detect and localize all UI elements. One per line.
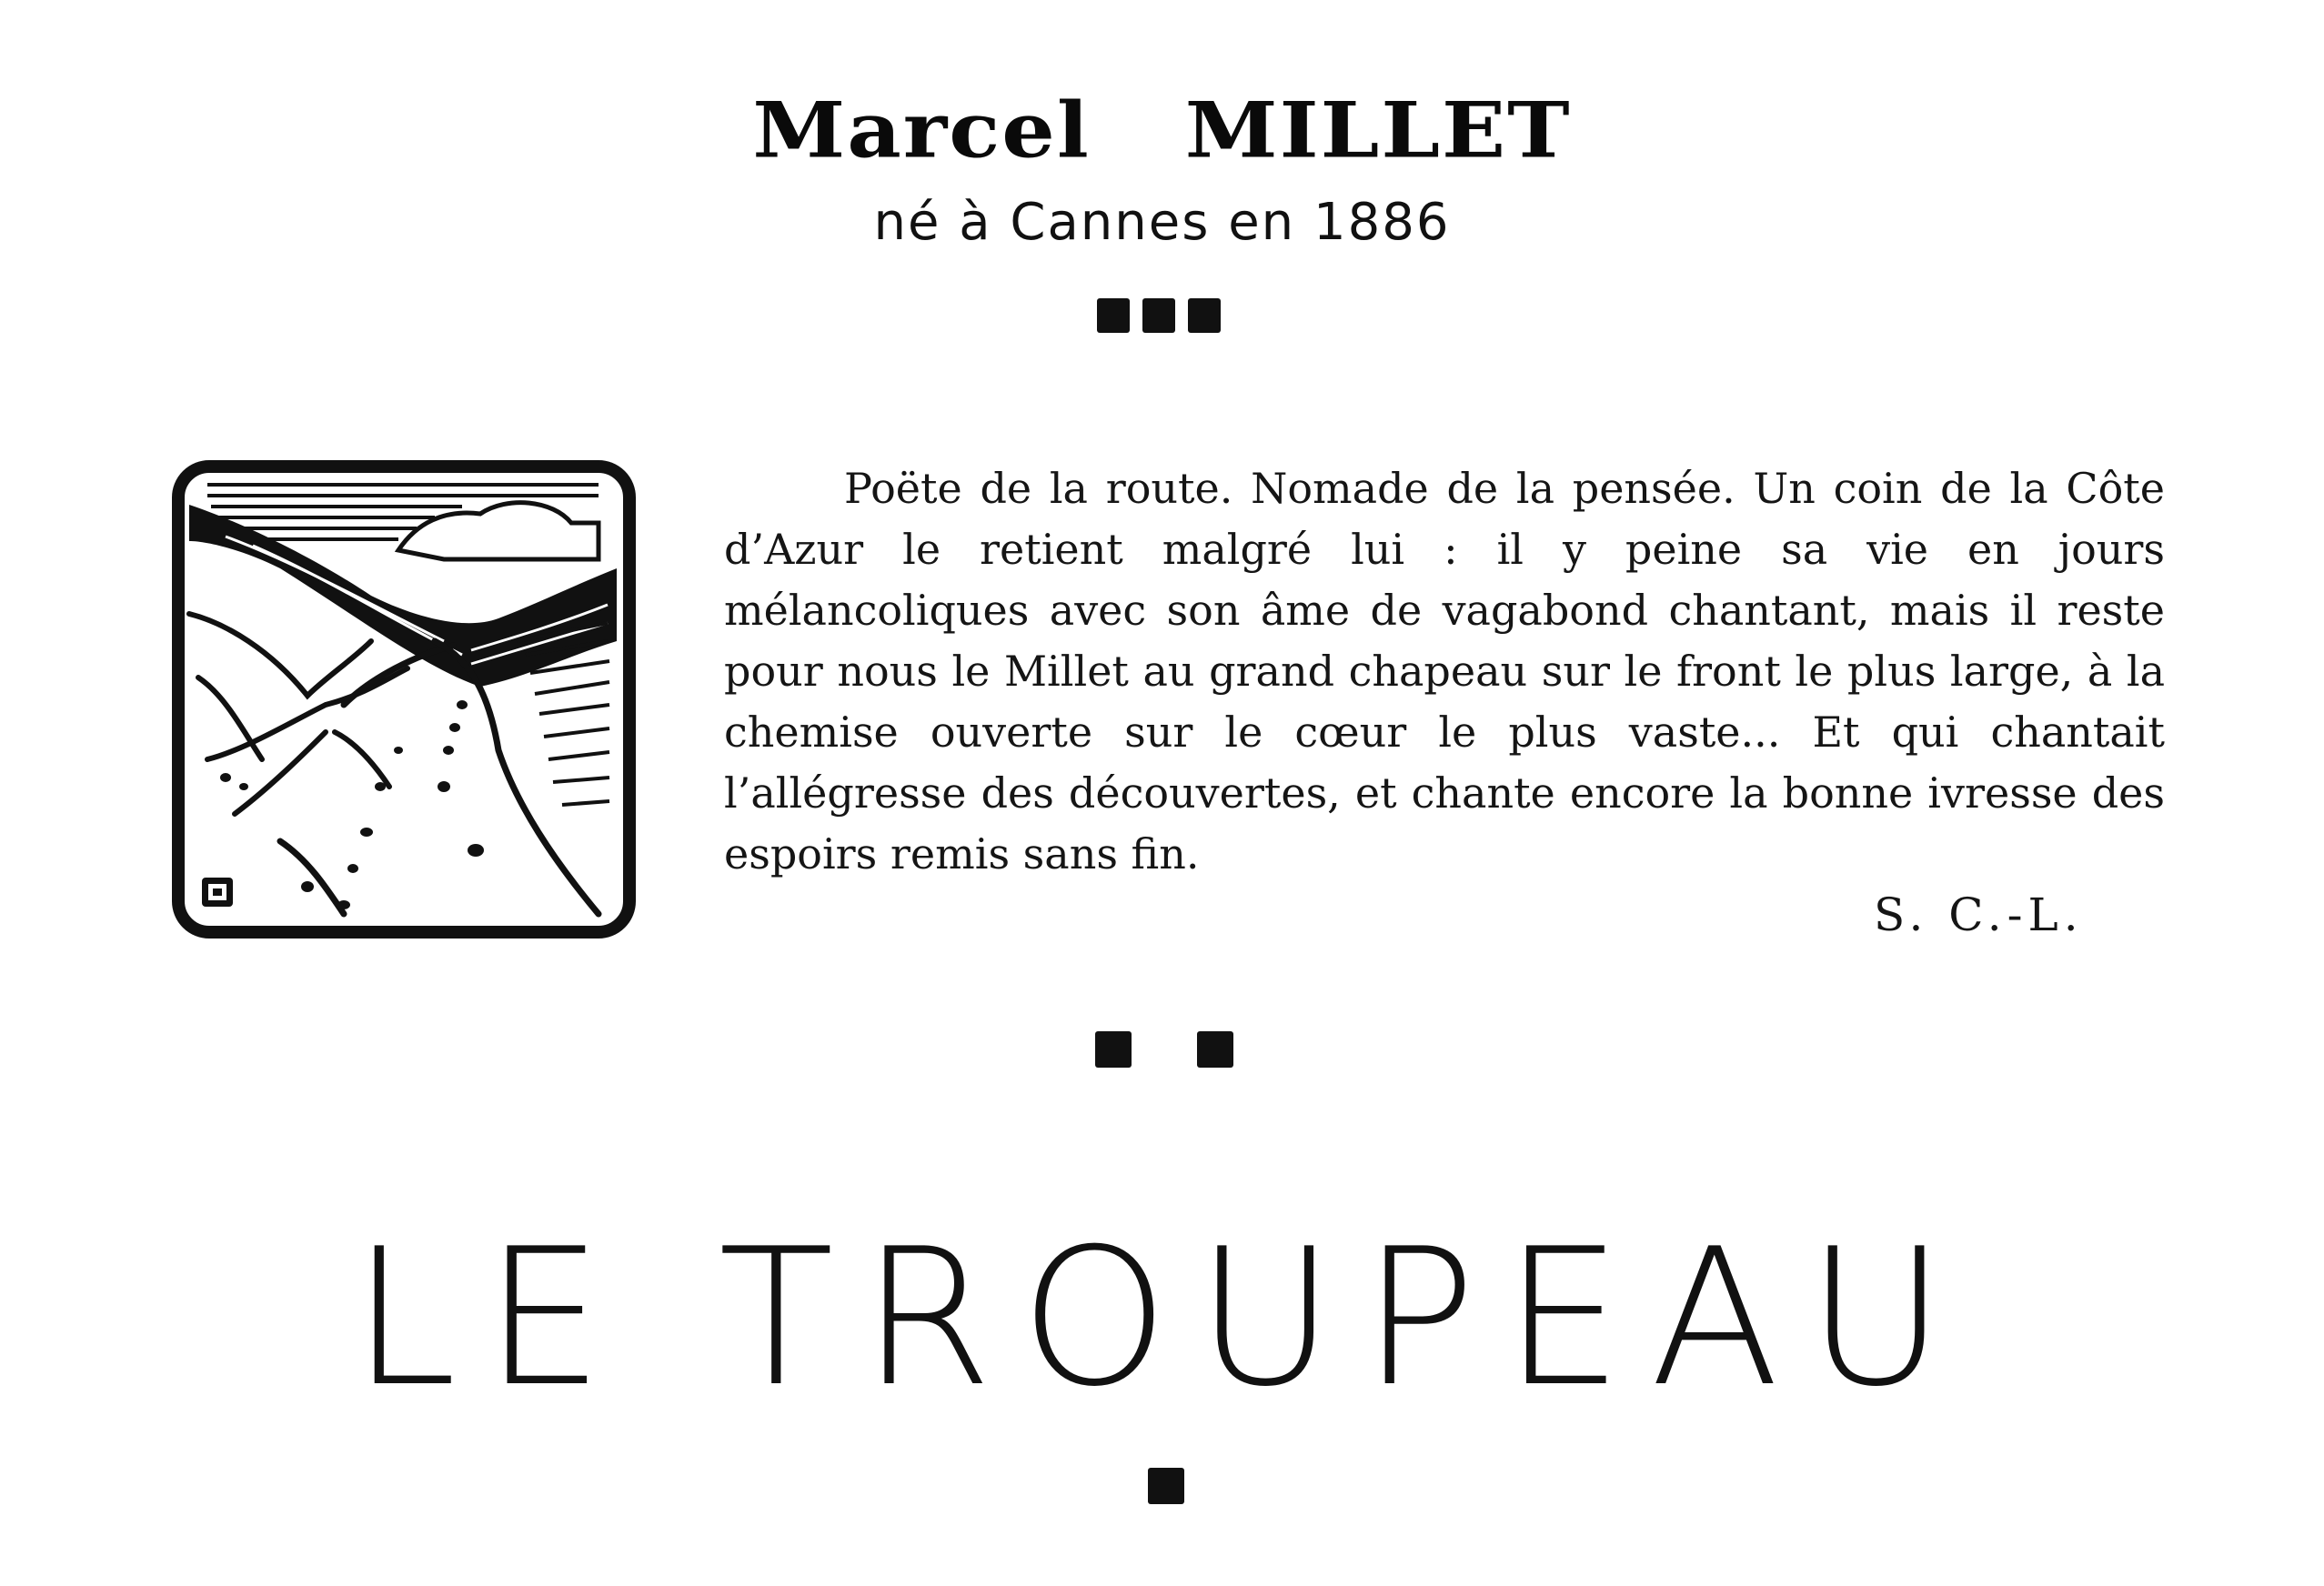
biography-text: Poëte de la route. Nomade de la pensée. Un coin de la Côte d’Azur le retient malgré lui : il y peine sa vie en jours mélancoliques avec son âme de vagabond chantant, mais il reste pour nous le Millet au grand chapeau sur le front le plus large, à la chemise ouverte sur le cœur le plus vaste... Et qui chantait l’allégresse des découvertes, et chante encore la bonne ivresse des espoirs remis sans fin. <box>724 464 2165 878</box>
ornament-square <box>1095 1031 1132 1068</box>
ornament-square <box>1097 298 1130 333</box>
birth-line: né à Cannes en 1886 <box>873 193 1451 252</box>
ornament-top <box>1097 298 1221 333</box>
signature: S. C.-L. <box>1874 888 2084 941</box>
ornament-square <box>1197 1031 1233 1068</box>
ornament-middle <box>1095 1031 1233 1068</box>
ornament-square <box>1148 1468 1184 1504</box>
section-title: LE TROUPEAU <box>351 1209 1973 1429</box>
ornament-square <box>1188 298 1221 333</box>
author-name: Marcel MILLET <box>752 85 1572 176</box>
ornament-square <box>1142 298 1175 333</box>
ornament-bottom <box>1148 1468 1184 1504</box>
mountain-road-woodcut-icon <box>171 459 637 939</box>
